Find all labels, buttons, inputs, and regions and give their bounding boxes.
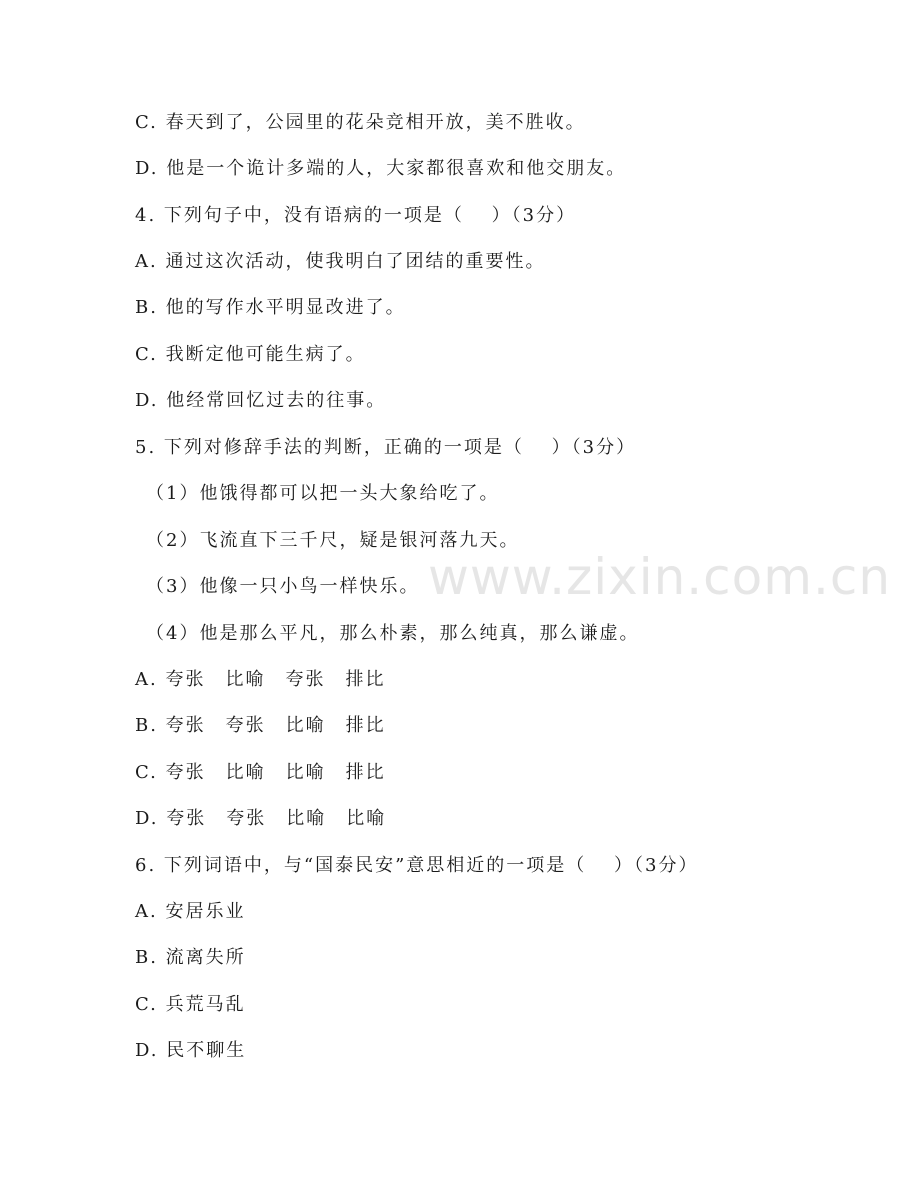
q6-option-a: A. 安居乐业: [135, 901, 246, 922]
q5-option-c: C. 夸张 比喻 比喻 排比: [135, 762, 386, 783]
q5-sentence-2: （2）飞流直下三千尺，疑是银河落九天。: [146, 530, 520, 551]
q5-sentence-3: （3）他像一只小鸟一样快乐。: [146, 576, 420, 597]
q4-option-d: D. 他经常回忆过去的往事。: [135, 390, 387, 411]
question-4-stem: 4. 下列句子中，没有语病的一项是（ ）（3分）: [135, 205, 577, 226]
q4-option-b: B. 他的写作水平明显改进了。: [135, 297, 406, 318]
q5-option-b: B. 夸张 夸张 比喻 排比: [135, 715, 386, 736]
watermark: www.zixin.com.cn: [428, 548, 892, 606]
question-6-stem: 6. 下列词语中，与“国泰民安”意思相近的一项是（ ）（3分）: [135, 855, 699, 876]
q3-option-d: D. 他是一个诡计多端的人，大家都很喜欢和他交朋友。: [135, 158, 627, 179]
q5-option-a: A. 夸张 比喻 夸张 排比: [135, 669, 386, 690]
q6-option-d: D. 民不聊生: [135, 1040, 247, 1061]
question-5-stem: 5. 下列对修辞手法的判断，正确的一项是（ ）（3分）: [135, 437, 637, 458]
q6-option-b: B. 流离失所: [135, 947, 246, 968]
q5-sentence-4: （4）他是那么平凡，那么朴素，那么纯真，那么谦虚。: [146, 623, 640, 644]
q5-option-d: D. 夸张 夸张 比喻 比喻: [135, 808, 387, 829]
q6-option-c: C. 兵荒马乱: [135, 994, 246, 1015]
q4-option-c: C. 我断定他可能生病了。: [135, 344, 366, 365]
q5-sentence-1: （1）他饿得都可以把一头大象给吃了。: [146, 483, 500, 504]
q4-option-a: A. 通过这次活动，使我明白了团结的重要性。: [135, 251, 546, 272]
q3-option-c: C. 春天到了，公园里的花朵竞相开放，美不胜收。: [135, 112, 586, 133]
